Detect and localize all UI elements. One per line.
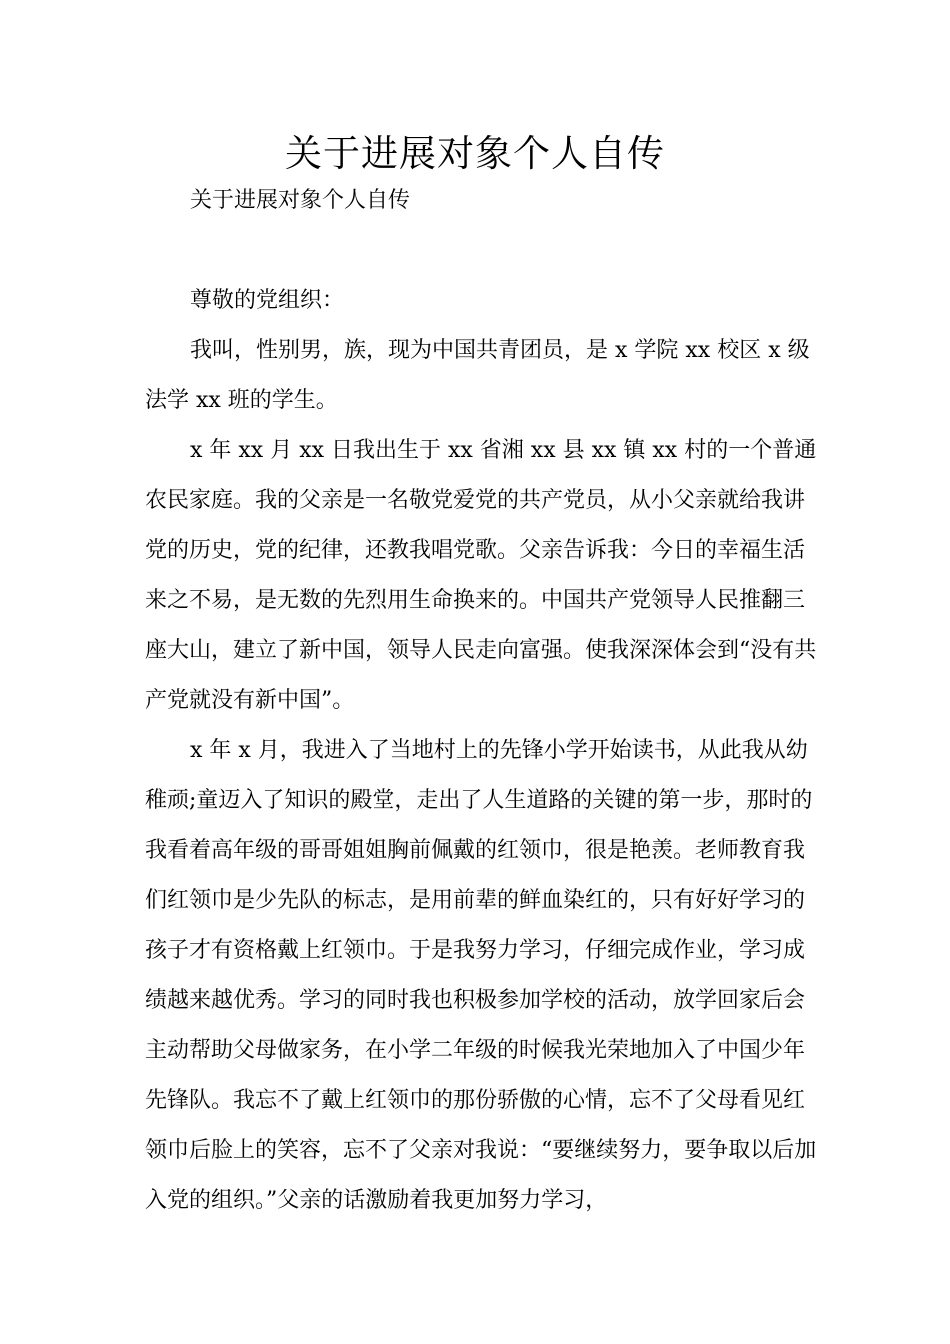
document-title: 关于进展对象个人自传 <box>285 132 665 175</box>
document-subtitle: 关于进展对象个人自传 <box>190 188 411 213</box>
paragraph-introduction: 我叫，性别男，族，现为中国共青团员，是 x 学院 xx 校区 x 级法学 xx 班的学生。 <box>145 338 810 413</box>
salutation: 尊敬的党组织： <box>190 288 345 313</box>
paragraph-primary-school: x 年 x 月，我进入了当地村上的先锋小学开始读书，从此我从幼稚顽;童迈入了知识的殿堂，走出了人生道路的关键的第一步，那时的我看着高年级的哥哥姐姐胸前佩戴的红领巾，很是艳羡。老师教育我们红领巾是少先队的标志，是用前辈的鲜血染红的，只有好好学习的孩子才有资格戴上红领巾。于是我努力学习，仔细完成作业，学习成绩越来越优秀。学习的同时我也积极参加学校的活动，放学回家后会主动帮助父母做家务，在小学二年级的时候我光荣地加入了中国少年先锋队。我忘不了戴上红领巾的那份骄傲的心情，忘不了父母看见红领巾后脸上的笑容，忘不了父亲对我说：“要继续努力，要争取以后加入党的组织。”父亲的话激励着我更加努力学习， <box>145 738 817 1213</box>
paragraph-family-background: x 年 xx 月 xx 日我出生于 xx 省湘 xx 县 xx 镇 xx 村的一个普通农民家庭。我的父亲是一名敬党爱党的共产党员，从小父亲就给我讲党的历史，党的纪律，还教我唱党歌。父亲告诉我：今日的幸福生活来之不易，是无数的先烈用生命换来的。中国共产党领导人民推翻三座大山，建立了新中国，领导人民走向富强。使我深深体会到“没有共产党就没有新中国”。 <box>145 438 817 713</box>
